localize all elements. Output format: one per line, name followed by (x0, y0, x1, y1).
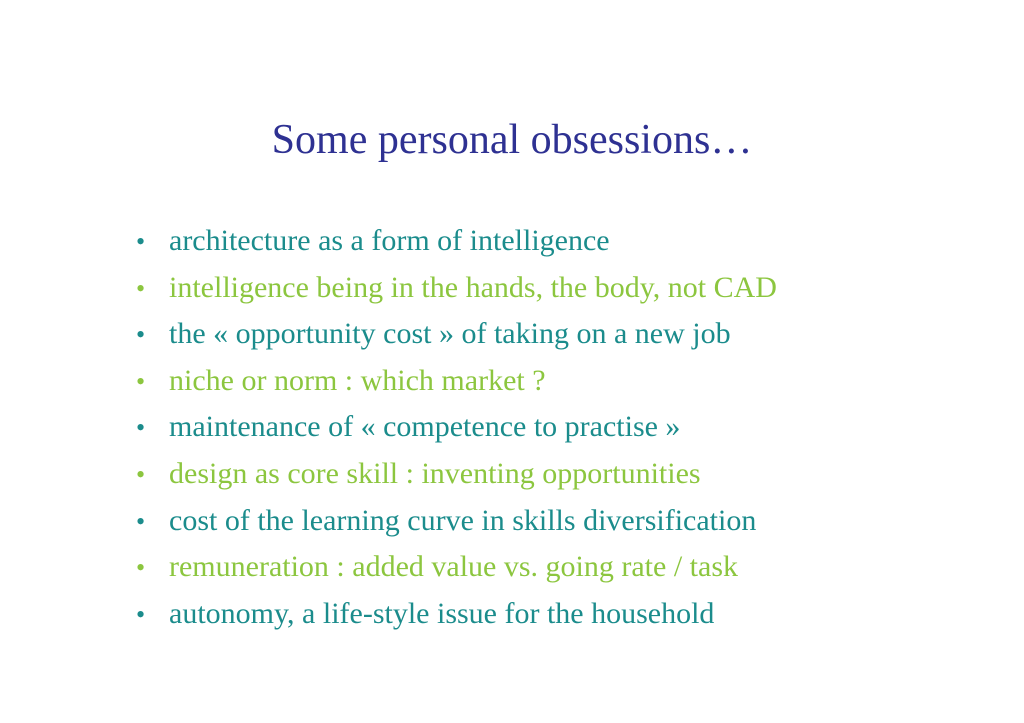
bullet-item-5 (136, 404, 777, 451)
bullet-item-1 (136, 218, 777, 265)
bullet-dot-icon: • (136, 459, 146, 489)
bullet-item-9 (136, 591, 777, 638)
bullet-text: intelligence being in the hands, the body, not CAD (169, 270, 777, 304)
slide-title: Some personal obsessions… (271, 117, 753, 163)
bullet-text: architecture as a form of intelligence (169, 224, 610, 257)
bullet-dot-icon: • (136, 413, 146, 443)
bullet-item-8 (136, 544, 777, 591)
bullet-dot-icon: • (136, 320, 146, 350)
bullet-item-2 (136, 265, 777, 312)
bullet-text: niche or norm : which market ? (169, 363, 546, 397)
bullet-text: design as core skill : inventing opportunities (169, 456, 701, 490)
bullet-dot-icon: • (136, 553, 146, 583)
bullet-text: remuneration : added value vs. going rate / task (169, 550, 738, 584)
bullet-text: cost of the learning curve in skills diversification (169, 503, 757, 537)
bullet-dot-icon: • (136, 273, 146, 303)
bullet-text: maintenance of « competence to practise » (169, 410, 681, 444)
bullet-dot-icon: • (136, 227, 146, 256)
bullet-text: the « opportunity cost » of taking on a new job (169, 317, 731, 351)
bullet-list (136, 218, 777, 637)
bullet-text: autonomy, a life-style issue for the household (169, 596, 715, 630)
bullet-dot-icon: • (136, 599, 146, 629)
bullet-item-7 (136, 498, 777, 545)
bullet-item-6 (136, 451, 777, 498)
bullet-dot-icon: • (136, 506, 146, 536)
bullet-dot-icon: • (136, 366, 146, 396)
bullet-item-3 (136, 311, 777, 358)
bullet-item-4 (136, 358, 777, 405)
